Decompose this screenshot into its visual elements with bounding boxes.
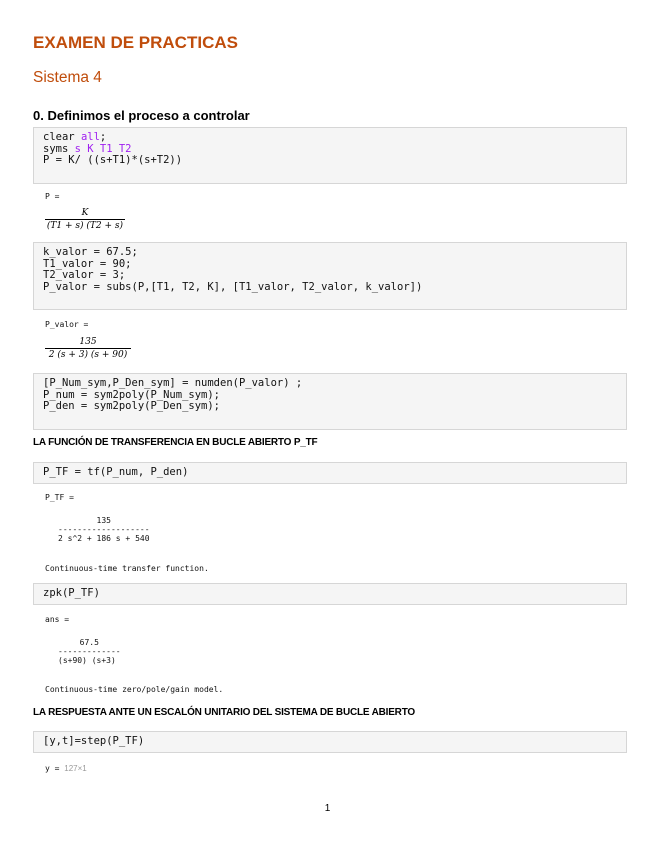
output-note-zpk: Continuous-time zero/pole/gain model. [45,685,224,694]
code-cell-step[interactable] [33,731,627,753]
document-title: EXAMEN DE PRACTICAS [33,33,238,52]
code-line: k_valor = 67.5; [43,246,138,258]
output-zpk-display: 67.5 ------------- (s+90) (s+3) [58,638,121,665]
output-y [45,764,87,773]
code-line: [y,t]=step(P_TF) [43,735,145,747]
output-y-size[interactable]: 127×1 [64,764,87,773]
code-line: T1_valor = 90; [43,257,132,270]
code-line: P_TF = tf(P_num, P_den) [43,466,189,478]
code-cell-values[interactable] [33,242,627,310]
output-fraction-p: K (T1 + s) (T2 + s) [46,208,124,231]
output-label-p-tf: P_TF = [45,493,74,502]
heading-transfer-function: LA FUNCIÓN DE TRANSFERENCIA EN BUCLE ABIERTO P_TF [33,437,318,448]
page-number: 1 [324,803,331,814]
code-line: T2_valor = 3; [43,269,126,281]
code-line: P_num = sym2poly(P_Num_sym); [43,388,221,401]
output-tf-display: 135 ------------------- 2 s^2 + 186 s + 540 [58,516,150,543]
code-line: clear all; [43,131,107,143]
code-line: syms s K T1 T2 [43,142,132,155]
code-cell-zpk[interactable] [33,583,627,605]
section-heading: 0. Definimos el proceso a controlar [33,108,250,123]
code-line: P = K/ ((s+T1)*(s+T2)) [43,154,183,166]
code-line: P_den = sym2poly(P_Den_sym); [43,400,221,412]
code-line: zpk(P_TF) [43,587,100,599]
document-subtitle: Sistema 4 [33,69,102,86]
heading-step-response: LA RESPUESTA ANTE UN ESCALÓN UNITARIO DEL SISTEMA DE BUCLE ABIERTO [33,707,416,718]
code-line: P_valor = subs(P,[T1, T2, K], [T1_valor, T2_valor, k_valor]) [43,280,423,293]
code-line: [P_Num_sym,P_Den_sym] = numden(P_valor) ; [43,377,303,389]
output-label-p-valor: P_valor = [45,320,89,329]
code-cell-numden[interactable] [33,373,627,430]
output-fraction-p-valor: 135 2 (s + 3) (s + 90) [45,337,131,360]
output-label-p: P = [45,192,60,201]
output-label-y: y = [45,764,60,773]
output-label-ans: ans = [45,615,70,624]
output-note-tf: Continuous-time transfer function. [45,564,209,573]
code-cell-tf[interactable] [33,462,627,484]
code-cell-define-process[interactable] [33,127,627,184]
